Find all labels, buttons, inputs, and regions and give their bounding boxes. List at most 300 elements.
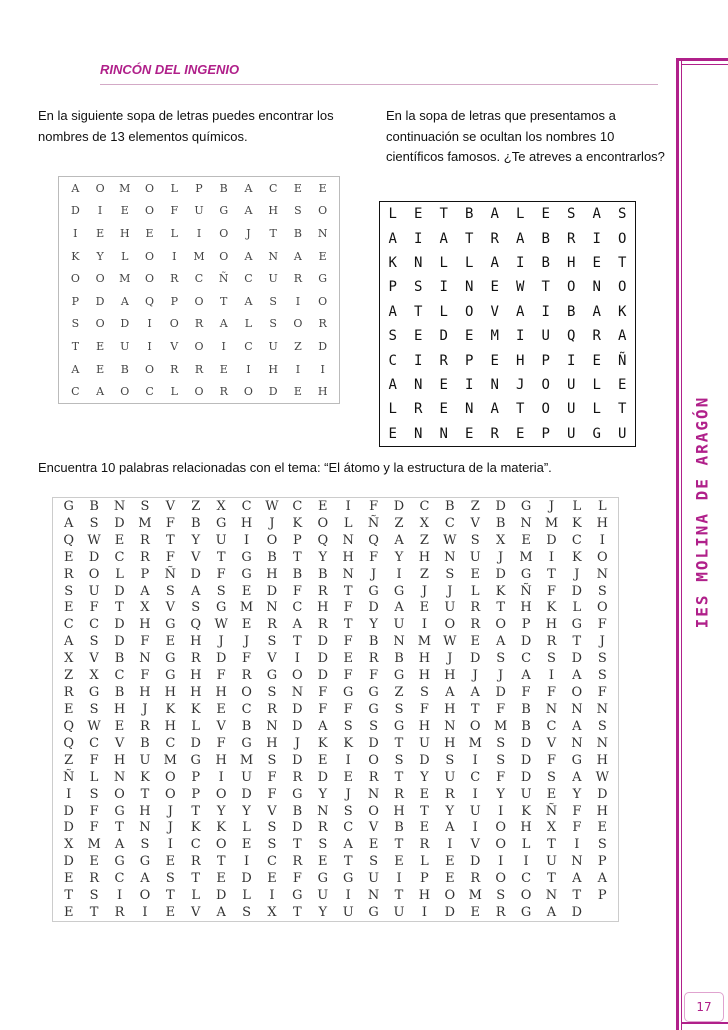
grid-letter: F [343, 634, 353, 650]
grid-letter: N [545, 701, 558, 717]
grid-letter: M [417, 634, 432, 650]
grid-letter: R [439, 352, 448, 369]
grid-letter: F [496, 769, 506, 785]
grid-letter: E [465, 328, 474, 345]
grid-letter: O [495, 871, 506, 887]
grid-letter: R [414, 401, 423, 418]
grid-letter: O [215, 837, 227, 853]
grid-letter: A [388, 376, 397, 393]
grid-letter: F [292, 871, 302, 887]
grid-letter: T [293, 837, 302, 853]
grid-letter: A [521, 668, 531, 684]
grid-letter: T [140, 786, 150, 802]
grid-letter: J [498, 668, 504, 684]
grid-letter: I [167, 837, 173, 853]
grid-letter: T [191, 871, 201, 887]
grid-letter: R [267, 701, 277, 717]
grid-letter: E [241, 837, 252, 853]
grid-letter: P [597, 854, 607, 870]
grid-letter: R [241, 668, 252, 684]
grid-letter: R [170, 362, 179, 376]
grid-letter: R [190, 854, 201, 870]
grid-letter: O [145, 272, 155, 286]
grid-letter: G [165, 668, 176, 684]
grid-letter: A [572, 871, 582, 887]
grid-letter: U [393, 617, 405, 633]
grid-letter: D [190, 735, 201, 751]
grid-letter: D [292, 752, 303, 768]
grid-letter: B [267, 549, 277, 565]
grid-letter: U [541, 328, 550, 345]
grid-letter: I [218, 769, 224, 785]
grid-letter: I [465, 376, 474, 393]
grid-letter: T [394, 769, 404, 785]
grid-letter: I [196, 226, 202, 240]
grid-letter: E [445, 854, 455, 870]
grid-letter: S [267, 820, 277, 836]
grid-letter: I [246, 362, 251, 376]
grid-letter: C [145, 385, 154, 399]
grid-letter: H [139, 803, 151, 819]
grid-letter: E [490, 279, 499, 296]
grid-letter: Z [470, 498, 480, 514]
grid-letter: D [318, 339, 328, 353]
grid-letter: S [165, 871, 175, 887]
grid-letter: G [343, 685, 354, 701]
grid-letter: T [465, 230, 474, 247]
grid-letter: N [571, 701, 583, 717]
grid-letter: C [571, 532, 582, 548]
grid-letter: B [465, 206, 474, 223]
grid-letter: U [194, 204, 204, 218]
scientists-instructions: En la sopa de letras que presentamos a continuación se ocultan los nombres 10 científicos famosos. ¿Te atreves a encontrarlos? [386, 108, 665, 164]
grid-letter: H [444, 735, 456, 751]
grid-letter: M [494, 718, 508, 734]
sidebar-border-top-inner [681, 64, 728, 65]
grid-letter: S [445, 566, 455, 582]
grid-letter: O [219, 249, 229, 263]
grid-letter: A [96, 385, 105, 399]
grid-letter: H [596, 515, 608, 531]
grid-letter: O [571, 685, 583, 701]
grid-letter: L [592, 401, 601, 418]
grid-letter: E [343, 769, 353, 785]
grid-letter: T [572, 888, 582, 904]
grid-letter: T [165, 888, 175, 904]
grid-letter: R [490, 425, 499, 442]
grid-letter: S [294, 204, 302, 218]
grid-letter: E [592, 254, 601, 271]
grid-letter: X [496, 532, 506, 548]
grid-letter: T [115, 820, 124, 836]
grid-letter: O [95, 272, 105, 286]
chemical-elements-wordsearch [58, 176, 340, 404]
grid-letter: N [266, 600, 278, 616]
grid-letter: T [394, 735, 404, 751]
grid-letter: U [469, 803, 481, 819]
grid-letter: E [63, 701, 74, 717]
grid-letter: B [114, 685, 125, 701]
grid-letter: G [219, 204, 229, 218]
grid-letter: O [444, 617, 456, 633]
grid-letter: K [71, 249, 80, 263]
grid-letter: R [470, 617, 481, 633]
grid-letter: M [468, 888, 482, 904]
grid-letter: R [368, 651, 379, 667]
grid-letter: S [269, 317, 277, 331]
grid-letter: R [292, 854, 303, 870]
grid-letter: K [292, 515, 303, 531]
grid-letter: Q [145, 294, 155, 308]
grid-letter: O [164, 769, 176, 785]
grid-letter: T [343, 617, 353, 633]
grid-letter: D [470, 854, 481, 870]
grid-letter: M [239, 600, 254, 616]
grid-letter: H [113, 752, 126, 768]
grid-letter: I [172, 249, 177, 263]
grid-letter: G [241, 549, 252, 565]
grid-letter: J [218, 634, 224, 650]
grid-letter: J [516, 376, 525, 393]
grid-letter: E [414, 206, 423, 223]
grid-letter: B [318, 566, 328, 582]
grid-letter: Ñ [63, 769, 75, 785]
grid-letter: A [64, 515, 74, 531]
grid-letter: O [219, 226, 229, 240]
grid-letter: E [216, 871, 226, 887]
grid-letter: T [191, 803, 201, 819]
grid-letter: F [572, 803, 582, 819]
grid-letter: I [472, 820, 478, 836]
grid-letter: F [89, 803, 99, 819]
grid-letter: E [445, 871, 455, 887]
grid-letter: O [145, 362, 155, 376]
grid-letter: N [317, 803, 329, 819]
grid-letter: D [292, 701, 303, 717]
grid-letter: L [470, 583, 480, 599]
grid-letter: N [266, 718, 278, 734]
grid-letter: Y [96, 249, 104, 263]
grid-letter: H [418, 888, 431, 904]
grid-letter: C [266, 854, 277, 870]
grid-letter: L [191, 718, 201, 734]
grid-letter: L [521, 837, 531, 853]
grid-letter: X [546, 820, 557, 836]
grid-letter: O [465, 303, 474, 320]
grid-letter: S [140, 498, 150, 514]
grid-letter: T [420, 803, 429, 819]
grid-letter: L [439, 303, 448, 320]
grid-letter: C [292, 498, 303, 514]
grid-letter: D [114, 634, 125, 650]
grid-letter: R [490, 230, 499, 247]
grid-letter: H [113, 701, 126, 717]
grid-letter: R [368, 769, 379, 785]
grid-letter: W [516, 279, 525, 296]
grid-letter: A [445, 685, 455, 701]
sidebar-border-inner [681, 60, 682, 1030]
grid-letter: L [572, 498, 582, 514]
grid-letter: H [520, 820, 532, 836]
grid-letter: D [317, 668, 328, 684]
grid-letter: D [520, 634, 532, 650]
grid-letter: K [572, 515, 582, 531]
grid-letter: D [546, 532, 557, 548]
grid-letter: J [167, 803, 173, 819]
grid-letter: K [521, 803, 531, 819]
grid-letter: V [546, 735, 557, 751]
grid-letter: I [414, 230, 423, 247]
grid-letter: A [597, 871, 607, 887]
grid-letter: A [140, 583, 150, 599]
grid-letter: O [194, 339, 204, 353]
grid-letter: A [516, 303, 525, 320]
grid-letter: R [318, 317, 327, 331]
grid-letter: Ñ [545, 803, 558, 819]
grid-letter: R [293, 272, 303, 286]
grid-letter: P [541, 352, 550, 369]
grid-letter: O [293, 317, 303, 331]
grid-letter: D [63, 820, 74, 836]
grid-letter: N [596, 735, 608, 751]
grid-letter: N [592, 279, 601, 296]
grid-letter: U [215, 532, 227, 548]
grid-letter: D [317, 769, 328, 785]
grid-letter: S [165, 583, 175, 599]
grid-letter: Y [369, 617, 378, 633]
grid-letter: N [596, 566, 608, 582]
grid-letter: A [191, 583, 201, 599]
grid-letter: E [419, 820, 430, 836]
grid-letter: B [368, 634, 379, 650]
grid-letter: Y [318, 549, 328, 565]
grid-letter: S [496, 735, 506, 751]
grid-letter: V [114, 735, 125, 751]
grid-letter: A [343, 837, 353, 853]
grid-letter: E [165, 854, 176, 870]
grid-letter: S [71, 317, 80, 331]
grid-letter: D [495, 498, 506, 514]
grid-letter: F [292, 583, 302, 599]
grid-letter: E [241, 617, 252, 633]
grid-letter: B [120, 362, 129, 376]
grid-letter: H [418, 549, 431, 565]
grid-letter: E [318, 752, 328, 768]
grid-letter: F [572, 820, 582, 836]
grid-letter: K [388, 254, 397, 271]
grid-letter: T [414, 303, 423, 320]
grid-letter: F [89, 600, 99, 616]
grid-letter: B [394, 651, 404, 667]
grid-letter: T [547, 837, 556, 853]
grid-letter: C [114, 549, 125, 565]
grid-letter: U [567, 401, 576, 418]
grid-letter: K [572, 549, 582, 565]
grid-letter: F [546, 752, 556, 768]
grid-letter: G [317, 871, 328, 887]
grid-letter: A [71, 181, 80, 195]
grid-letter: K [495, 583, 506, 599]
grid-letter: D [70, 204, 80, 218]
grid-letter: M [138, 515, 152, 531]
grid-letter: E [293, 385, 302, 399]
grid-letter: J [472, 668, 478, 684]
grid-letter: C [521, 651, 532, 667]
grid-letter: I [498, 854, 504, 870]
grid-letter: D [393, 498, 405, 514]
grid-letter: Q [567, 328, 576, 345]
grid-letter: C [114, 668, 125, 684]
grid-letter: Y [318, 786, 328, 802]
grid-letter: M [544, 515, 559, 531]
grid-letter: C [244, 272, 253, 286]
grid-letter: U [567, 376, 576, 393]
elements-instructions: En la siguiente sopa de letras puedes encontrar los nombres de 13 elementos químicos. [38, 108, 334, 144]
grid-letter: L [170, 226, 178, 240]
grid-letter: E [63, 549, 74, 565]
grid-letter: T [71, 339, 80, 353]
grid-letter: T [618, 401, 627, 418]
grid-letter: I [567, 352, 576, 369]
grid-letter: G [292, 786, 303, 802]
grid-letter: S [597, 837, 607, 853]
grid-letter: R [140, 718, 150, 734]
grid-letter: N [414, 254, 423, 271]
grid-letter: F [597, 685, 607, 701]
grid-letter: I [516, 328, 525, 345]
grid-letter: R [567, 230, 576, 247]
grid-letter: X [267, 905, 277, 921]
grid-letter: F [216, 566, 226, 582]
grid-letter: U [88, 583, 100, 599]
grid-letter: R [470, 871, 481, 887]
grid-letter: H [190, 634, 202, 650]
grid-letter: L [343, 515, 353, 531]
grid-letter: O [145, 181, 155, 195]
grid-letter: G [592, 425, 601, 442]
grid-letter: F [419, 701, 429, 717]
grid-letter: S [369, 718, 379, 734]
grid-letter: N [367, 888, 380, 904]
grid-letter: J [548, 498, 555, 514]
grid-letter: P [465, 352, 474, 369]
grid-letter: N [520, 515, 532, 531]
grid-letter: I [97, 204, 103, 218]
grid-letter: S [267, 685, 277, 701]
grid-letter: H [393, 803, 405, 819]
grid-letter: Q [63, 718, 75, 734]
grid-letter: S [216, 583, 226, 599]
grid-letter: A [439, 230, 448, 247]
grid-letter: D [368, 600, 379, 616]
grid-letter: Z [394, 515, 404, 531]
grid-letter: A [64, 634, 74, 650]
grid-letter: Ñ [164, 566, 177, 582]
page-number: 17 [684, 992, 724, 1022]
grid-letter: N [113, 769, 126, 785]
grid-letter: A [394, 532, 404, 548]
grid-letter: T [439, 206, 448, 223]
grid-letter: N [490, 376, 499, 393]
grid-letter: Z [394, 685, 404, 701]
grid-letter: F [318, 701, 328, 717]
grid-letter: C [546, 718, 557, 734]
grid-letter: V [470, 837, 480, 853]
grid-letter: V [216, 718, 226, 734]
grid-letter: T [293, 905, 302, 921]
grid-letter: O [318, 204, 328, 218]
grid-letter: M [119, 181, 131, 195]
grid-letter: Q [368, 532, 379, 548]
grid-letter: S [567, 206, 576, 223]
grid-letter: B [219, 181, 228, 195]
section-title: RINCÓN DEL INGENIO [100, 62, 240, 77]
grid-letter: W [443, 532, 457, 548]
grid-letter: Z [294, 339, 302, 353]
grid-letter: L [115, 566, 124, 582]
grid-letter: D [495, 685, 506, 701]
grid-letter: J [167, 820, 173, 836]
grid-letter: I [142, 905, 148, 921]
grid-letter: F [89, 820, 99, 836]
grid-letter: I [345, 888, 351, 904]
grid-letter: I [592, 230, 601, 247]
grid-letter: N [414, 425, 423, 442]
grid-letter: V [165, 498, 176, 514]
grid-letter: Y [572, 786, 582, 802]
grid-letter: G [368, 701, 379, 717]
grid-letter: I [345, 752, 351, 768]
grid-letter: E [96, 339, 105, 353]
grid-letter: A [140, 871, 150, 887]
grid-letter: N [291, 685, 304, 701]
grid-letter: R [63, 566, 74, 582]
grid-letter: A [292, 617, 303, 633]
grid-letter: S [414, 279, 423, 296]
grid-letter: U [317, 888, 329, 904]
grid-letter: O [469, 718, 481, 734]
grid-letter: C [292, 600, 303, 616]
grid-letter: N [113, 498, 126, 514]
grid-letter: W [595, 769, 609, 785]
grid-letter: P [191, 786, 201, 802]
grid-letter: V [165, 600, 176, 616]
grid-letter: A [293, 249, 302, 263]
grid-letter: L [388, 206, 397, 223]
grid-letter: A [516, 230, 525, 247]
grid-letter: U [444, 769, 456, 785]
grid-letter: S [343, 803, 353, 819]
grid-letter: A [71, 362, 80, 376]
grid-letter: H [266, 566, 278, 582]
grid-letter: O [368, 803, 379, 819]
grid-letter: N [139, 820, 151, 836]
grid-letter: F [546, 685, 556, 701]
grid-letter: Y [191, 532, 201, 548]
grid-letter: R [546, 634, 557, 650]
grid-letter: I [472, 786, 478, 802]
grid-letter: E [165, 905, 176, 921]
grid-letter: H [268, 362, 278, 376]
grid-letter: O [541, 401, 550, 418]
grid-letter: H [444, 701, 456, 717]
grid-letter: Ñ [618, 352, 627, 369]
grid-letter: B [114, 651, 125, 667]
grid-letter: N [439, 425, 448, 442]
grid-letter: O [194, 385, 204, 399]
grid-letter: C [419, 498, 430, 514]
grid-letter: F [165, 549, 175, 565]
